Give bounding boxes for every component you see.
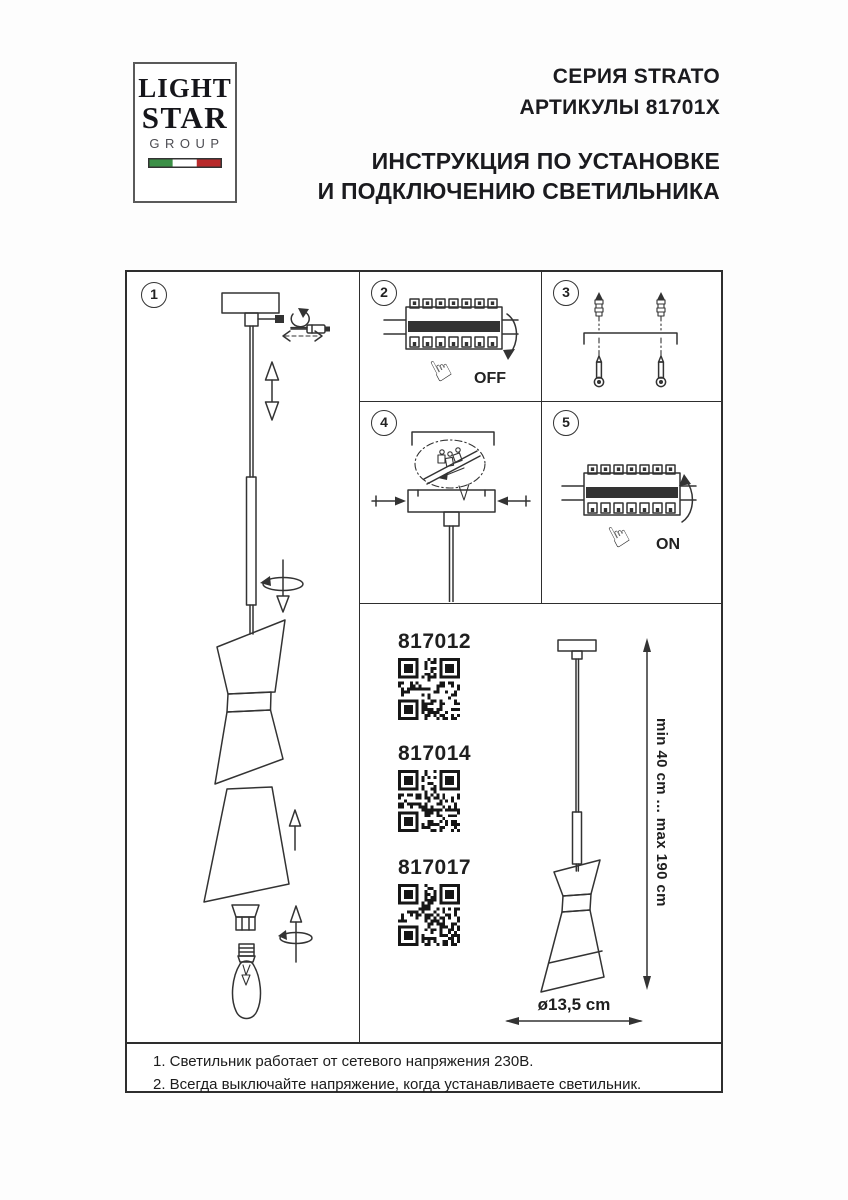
ceiling-canopy xyxy=(222,293,279,326)
pendant-lamp-drawing xyxy=(541,640,604,992)
canopy-plate xyxy=(408,490,495,512)
article-series: АРТИКУЛЫ 81701X xyxy=(519,96,720,119)
series-title: СЕРИЯ STRATO xyxy=(552,65,720,88)
logo-word-light: LIGHT xyxy=(138,73,232,103)
italian-flag-stripe xyxy=(148,158,222,168)
header-text xyxy=(318,61,720,206)
step-1-panel xyxy=(127,272,360,1042)
step-1-number: 1 xyxy=(141,282,167,308)
step-3-panel xyxy=(542,272,721,402)
up-down-arrow-icon xyxy=(266,362,279,420)
suspension-rod xyxy=(247,326,257,634)
footnote-1: 1. Светильник работает от сетевого напряжения 230В. xyxy=(153,1053,534,1070)
lamp-socket xyxy=(232,905,259,930)
article-number-1: 817012 xyxy=(398,630,472,653)
diameter-dimension-arrow xyxy=(505,1017,643,1025)
light-bulb xyxy=(233,944,261,1019)
step-5-panel xyxy=(542,402,721,604)
up-arrow-icon xyxy=(290,810,301,850)
pointing-hand-icon: ☞ xyxy=(598,514,641,555)
article-number-2: 817014 xyxy=(398,742,472,765)
lightstar-logo xyxy=(133,62,237,203)
circuit-breaker xyxy=(384,299,518,349)
step-4-number: 4 xyxy=(371,410,397,436)
footnote-2: 2. Всегда выключайте напряжение, когда устанавливаете светильник. xyxy=(153,1076,642,1093)
screw-left xyxy=(594,338,603,387)
instruction-grid xyxy=(125,270,723,1093)
diameter-label: ø13,5 cm xyxy=(537,995,611,1014)
on-label: ON xyxy=(656,536,680,553)
wiring-detail-balloon xyxy=(415,440,485,500)
step-2-panel xyxy=(360,272,542,402)
bracket-outline xyxy=(412,432,494,445)
articles-panel xyxy=(360,604,721,1042)
height-dimension-arrow xyxy=(643,638,651,990)
logo-word-group: GROUP xyxy=(149,136,225,151)
doc-title-line1: ИНСТРУКЦИЯ ПО УСТАНОВКЕ xyxy=(371,148,720,174)
article-number-3: 817017 xyxy=(398,856,472,879)
step-1-diagram xyxy=(127,272,360,1040)
step-3-number: 3 xyxy=(553,280,579,306)
step-5-number: 5 xyxy=(553,410,579,436)
wall-plug-right xyxy=(657,292,665,330)
logo-word-star: STAR xyxy=(141,100,229,135)
wall-plug-left xyxy=(595,292,603,330)
doc-title-line2: И ПОДКЛЮЧЕНИЮ СВЕТИЛЬНИКА xyxy=(317,178,720,204)
switch-on-arrow xyxy=(679,474,692,522)
press-arrow-right xyxy=(497,496,530,506)
screw-right xyxy=(656,338,665,387)
rotate-arrow-icon xyxy=(260,560,303,612)
footnotes xyxy=(127,1042,721,1091)
press-arrow-left xyxy=(372,496,406,506)
mounting-bracket xyxy=(584,333,677,344)
pointing-hand-icon: ☞ xyxy=(420,348,463,389)
step-4-panel xyxy=(360,402,542,604)
cone-shade xyxy=(204,787,289,902)
step-2-number: 2 xyxy=(371,280,397,306)
height-range-label: min 40 cm ... max 190 cm xyxy=(653,717,670,907)
switch-off-arrow xyxy=(503,314,516,360)
circuit-breaker xyxy=(562,465,696,515)
screw-rotate-icon xyxy=(278,906,312,962)
off-label: OFF xyxy=(474,370,506,387)
bowtie-shade xyxy=(215,620,285,784)
rod-below-canopy xyxy=(444,512,459,602)
